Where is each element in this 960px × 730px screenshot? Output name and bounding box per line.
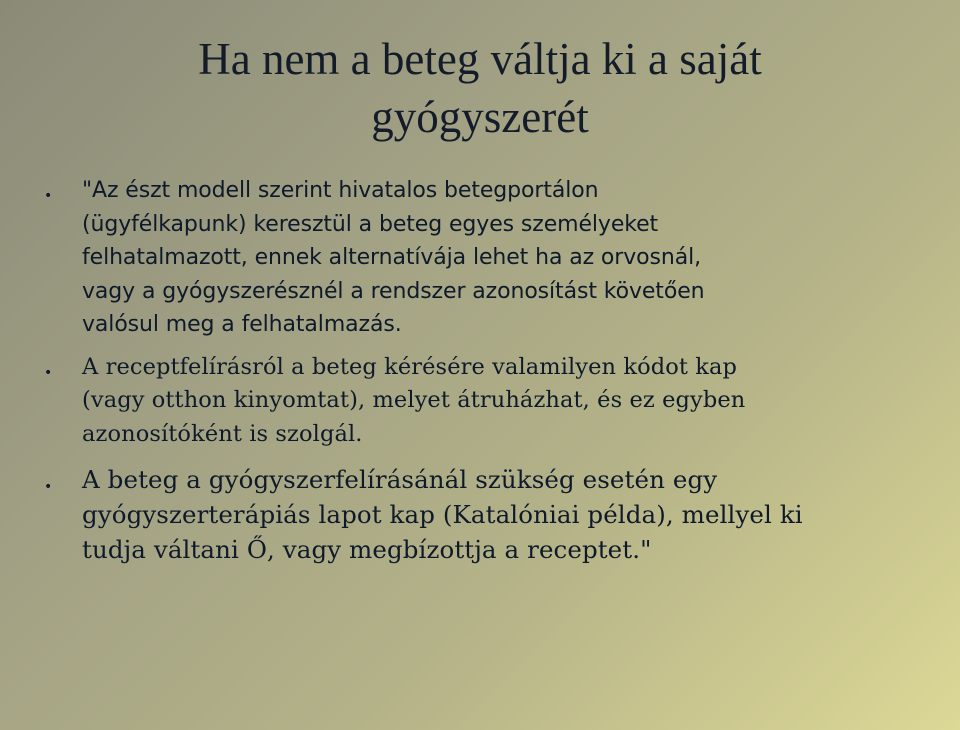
bullet-text-line: felhatalmazott, ennek alternatívája lehet ha az orvosnál, bbox=[82, 245, 702, 270]
bullet-dot-icon: • bbox=[44, 364, 53, 381]
slide-title bbox=[60, 30, 900, 146]
title-line: gyógyszerét bbox=[371, 92, 589, 142]
bullet-text-line: azonosítóként is szolgál. bbox=[82, 420, 363, 447]
bullet-text-line: (vagy otthon kinyomtat), melyet átruházhat, és ez egyben bbox=[82, 387, 746, 413]
bullet-dot-icon: • bbox=[44, 188, 53, 204]
bullet-text-line: A beteg a gyógyszerfelírásánál szükség esetén egy bbox=[82, 465, 718, 494]
bullet-text-line: vagy a gyógyszerésznél a rendszer azonosítást követően bbox=[82, 278, 705, 304]
bullet-text-line: "Az észt modell szerint hivatalos betegportálon bbox=[82, 178, 599, 203]
bullet-list bbox=[44, 174, 932, 567]
bullet-text-line: tudja váltani Ő, vagy megbízottja a receptet." bbox=[82, 535, 652, 564]
bullet-item-prescription-code bbox=[44, 351, 932, 452]
bullet-item-therapy-sheet bbox=[44, 462, 932, 567]
title-line: Ha nem a beteg váltja ki a saját bbox=[198, 34, 762, 84]
bullet-item-estonian-model bbox=[44, 174, 932, 342]
bullet-dot-icon: • bbox=[44, 479, 53, 495]
bullet-text-line: A receptfelírásról a beteg kérésére valamilyen kódot kap bbox=[82, 353, 738, 380]
bullet-text-line: gyógyszerterápiás lapot kap (Katalóniai példa), mellyel ki bbox=[82, 500, 803, 529]
bullet-text-line: (ügyfélkapunk) keresztül a beteg egyes személyeket bbox=[82, 211, 659, 237]
bullet-text-line: valósul meg a felhatalmazás. bbox=[82, 312, 402, 337]
